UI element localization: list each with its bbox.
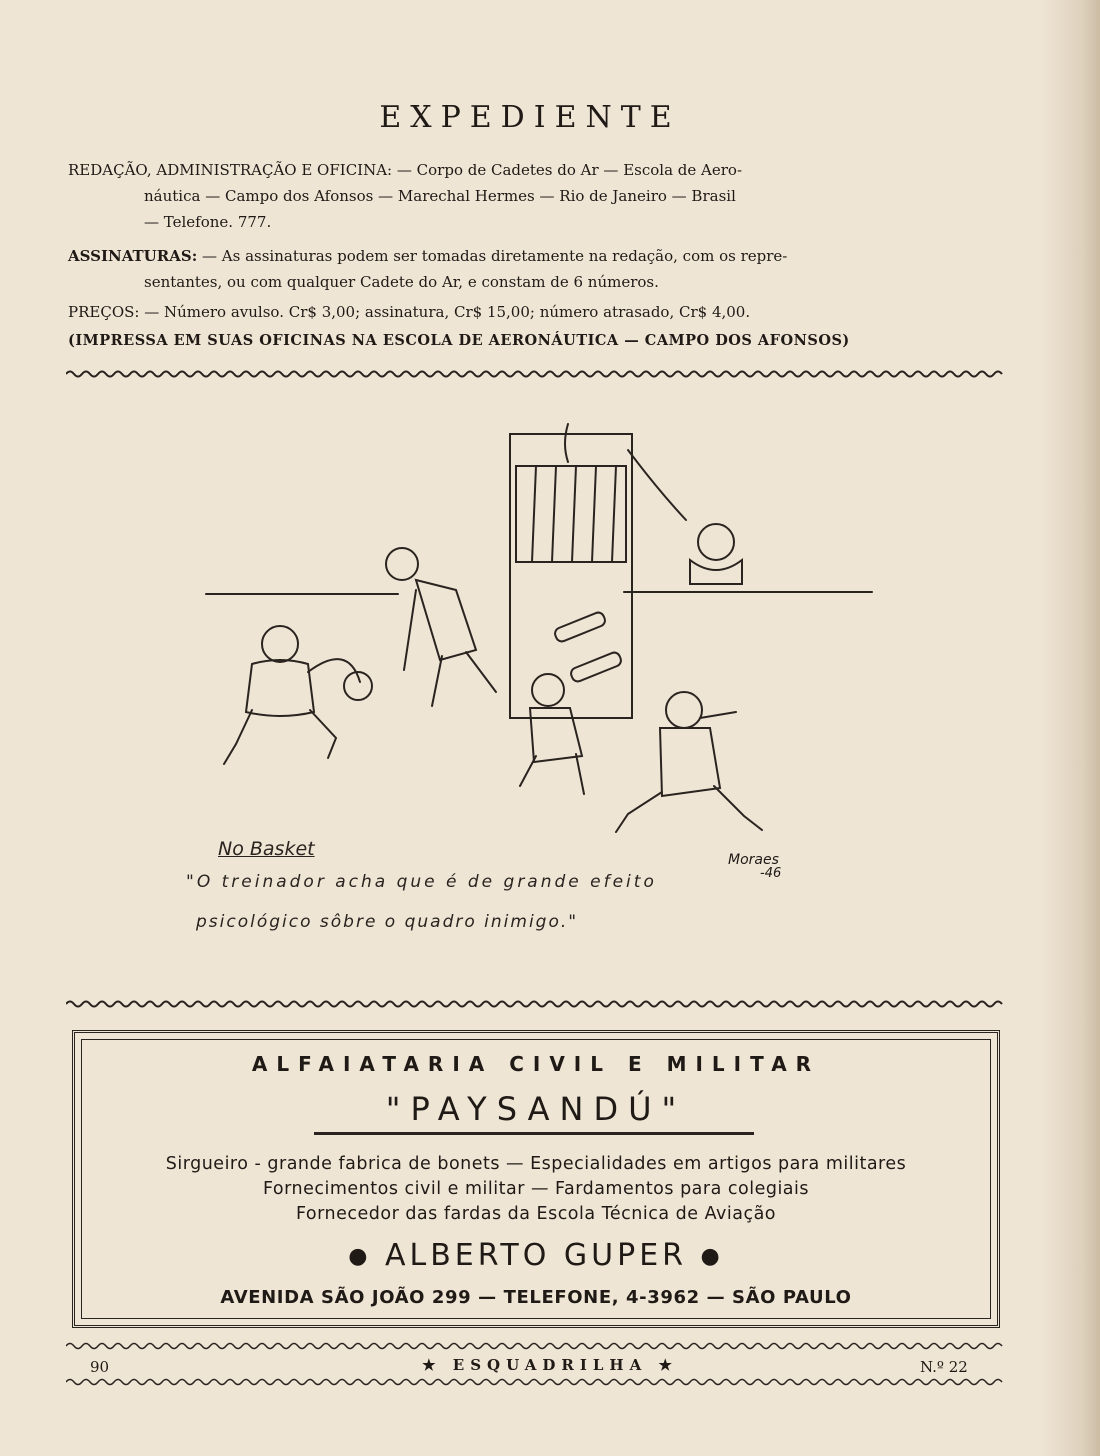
player-3-head: [532, 674, 564, 706]
cartoon-caption-line-1: "O treinador acha que é de grande efeito: [186, 872, 657, 892]
wavy-divider-middle: [66, 998, 1004, 1010]
basketball-cartoon: [180, 420, 900, 840]
hanging-head: [698, 524, 734, 560]
assinaturas-line-1: [68, 243, 1000, 269]
redacao-block: [68, 157, 1000, 235]
ad-address: AVENIDA SÃO JOÃO 299 — TELEFONE, 4-3962 — SÃO PAULO: [220, 1287, 852, 1308]
page-edge-shadow: [1040, 0, 1100, 1456]
ad-description-line-2: Fornecimentos civil e militar — Fardamentos para colegiais: [262, 1179, 810, 1199]
wavy-divider-footer-bottom: [66, 1376, 1004, 1388]
ad-description-line-3: Fornecedor das fardas da Escola Técnica de Aviação: [295, 1204, 777, 1224]
bullet-icon: ●: [348, 1244, 372, 1269]
redacao-line-2: náutica — Campo dos Afonsos — Marechal Hermes — Rio de Janeiro — Brasil: [144, 187, 736, 205]
precos-label: PREÇOS:: [68, 303, 140, 321]
redacao-label: REDAÇÃO, ADMINISTRAÇÃO E OFICINA:: [68, 161, 393, 179]
magazine-name: ★ ESQUADRILHA ★: [422, 1356, 678, 1374]
issue-number: N.º 22: [920, 1358, 968, 1376]
cartoon-caption-line-2: psicológico sôbre o quadro inimigo.": [196, 912, 579, 932]
ad-owner-line: [72, 1238, 1000, 1273]
player-1-head: [262, 626, 298, 662]
cartoon-signature-year: -46: [760, 866, 782, 881]
wavy-divider-top: [66, 368, 1004, 380]
redacao-text-1: — Corpo de Cadetes do Ar — Escola de Aero-: [396, 161, 743, 179]
precos-block: [68, 299, 1000, 325]
player-2-head: [386, 548, 418, 580]
assinaturas-line-2: sentantes, ou com qualquer Cadete do Ar, e constam de 6 números.: [144, 273, 659, 291]
expediente-title: EXPEDIENTE: [379, 100, 681, 135]
wavy-divider-footer-top: [66, 1340, 1004, 1352]
player-4-head: [666, 692, 702, 728]
impressa-line: (IMPRESSA EM SUAS OFICINAS NA ESCOLA DE AERONÁUTICA — CAMPO DOS AFONSOS): [68, 332, 850, 349]
ad-heading: ALFAIATARIA CIVIL E MILITAR: [251, 1052, 821, 1076]
precos-text: — Número avulso. Cr$ 3,00; assinatura, Cr$ 15,00; número atrasado, Cr$ 4,00.: [144, 303, 751, 321]
page-number: 90: [90, 1358, 110, 1376]
bullet-icon: ●: [700, 1244, 724, 1269]
assinaturas-text-1: — As assinaturas podem ser tomadas diretamente na redação, com os repre-: [202, 247, 788, 265]
cartoon-title: No Basket: [218, 838, 315, 860]
cartoon-signature: Moraes: [728, 852, 779, 868]
assinaturas-block: [68, 243, 1000, 295]
assinaturas-label: ASSINATURAS:: [68, 247, 198, 265]
ad-shop-name: "PAYSANDÚ": [385, 1090, 687, 1128]
redacao-line-1: [68, 157, 1000, 183]
redacao-line-3: — Telefone. 777.: [144, 213, 272, 231]
ad-description-line-1: Sirgueiro - grande fabrica de bonets — Especialidades em artigos para militares: [165, 1154, 907, 1174]
ad-owner-name: ALBERTO GUPER: [384, 1238, 687, 1273]
ad-name-underline: [314, 1132, 754, 1135]
